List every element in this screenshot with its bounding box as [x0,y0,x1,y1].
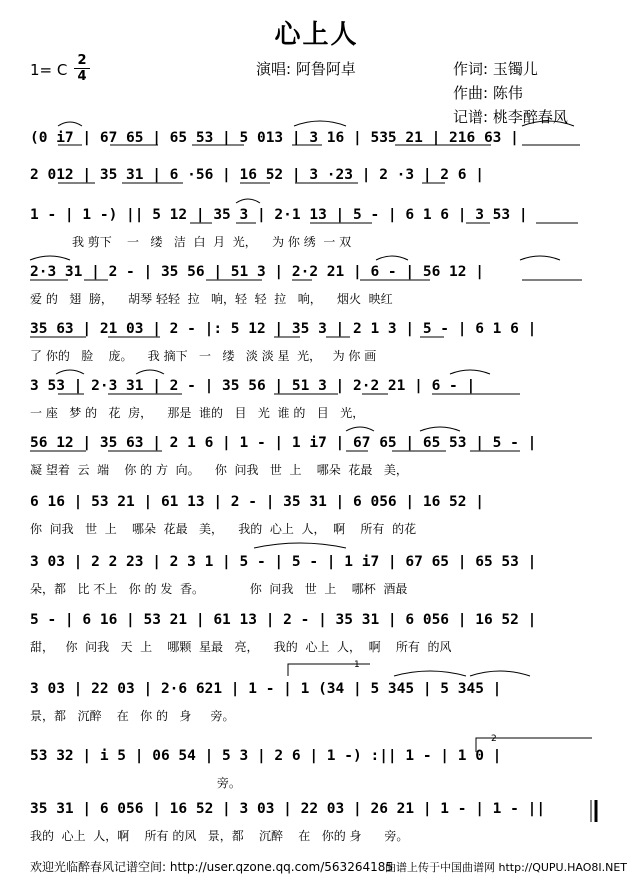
volta-1-label: 1 [354,660,360,670]
lyrics-line: 旁。 [30,776,241,790]
slur [346,427,374,431]
slur [30,256,70,260]
slur [520,256,560,260]
lyrics-line: 了 你的 脸 庞。 我 摘下 一 缕 淡 淡 星 光， 为 你 画 [30,349,377,363]
lyrics-line: 我的 心上 人，啊 所有 的风 景，都 沉醉 在 你的 身 旁。 [30,829,409,843]
notes-line: (0 i7 | 67 65 | 65 53 | 5 013 | 3 16 | 535 21 | 216 63 | [30,130,519,146]
slur [376,256,408,260]
slur [470,671,530,676]
key-signature: 1= C [30,61,68,79]
notes-line: 3 03 | 22 03 | 2·6 621 | 1 - | 1 (34 | 5 345 | 5 345 | [30,681,502,697]
slur [294,121,346,126]
notes-line: 2 012 | 35 31 | 6 ·56 | 16 52 | 3 ·23 | 2 ·3 | 2 6 | [30,167,484,183]
page-title: 心上人 [274,20,359,50]
lyrics-line: 凝 望着 云 端 你 的 方 向。 你 问我 世 上 哪朵 花最 美， [30,463,408,477]
notes-line: 3 53 | 2·3 31 | 2 - | 35 56 | 51 3 | 2·2 21 | 6 - | [30,378,476,394]
slur [420,427,460,431]
notes-line: 53 32 | i 5 | 06 54 | 5 3 | 2 6 | 1 -) :|| 1 - | 1 0 | [30,748,502,764]
notes-line: 6 16 | 53 21 | 61 13 | 2 - | 35 31 | 6 056 | 16 52 | [30,494,484,510]
singer-credit: 演唱: 阿鲁阿卓 [256,60,356,78]
footer-watermark: 曲谱上传于中国曲谱网 http://QUPU.HAO8I.NET [385,861,627,874]
notes-line: 5 - | 6 16 | 53 21 | 61 13 | 2 - | 35 31 | 6 056 | 16 52 | [30,612,537,628]
notes-line: 35 31 | 6 056 | 16 52 | 3 03 | 22 03 | 26 21 | 1 - | 1 - || [30,801,546,817]
composer-credit: 作曲: 陈伟 [453,84,523,102]
notes-line: 35 63 | 21 03 | 2 - |: 5 12 | 35 3 | 2 1 3 | 5 - | 6 1 6 | [30,321,537,337]
lyrics-line: 爱 的 翅 膀， 胡琴 轻轻 拉 响，轻 轻 拉 响， 烟火 映红 [30,292,393,306]
notes-line: 56 12 | 35 63 | 2 1 6 | 1 - | 1 i7 | 67 65 | 65 53 | 5 - | [30,435,537,451]
notes-line: 3 03 | 2 2 23 | 2 3 1 | 5 - | 5 - | 1 i7 | 67 65 | 65 53 | [30,554,537,570]
slur [522,121,574,126]
lyrics-line: 我 剪下 一 缕 洁 白 月 光， 为 你 绣 一 双 [30,235,352,249]
slur [56,370,84,374]
slur [254,543,346,548]
slur [450,370,490,374]
slur [136,370,164,374]
slur [236,199,260,203]
notes-line: 2·3 31 | 2 - | 35 56 | 51 3 | 2·2 21 | 6 - | 56 12 | [30,264,484,280]
notes-line: 1 - | 1 -) || 5 12 | 35 3 | 2·1 13 | 5 - | 6 1 6 | 3 53 | [30,207,528,223]
lyrics-line: 甜， 你 问我 天 上 哪颗 星最 亮， 我的 心上 人， 啊 所有 的风 [30,640,452,654]
lyricist-credit: 作词: 玉镯儿 [453,60,538,78]
volta-2-label: 2 [491,734,497,744]
time-signature-bottom: 4 [77,69,87,84]
slur [58,122,82,126]
time-signature-top: 2 [77,53,87,68]
transcriber-credit: 记谱: 桃李醉春风 [453,108,568,126]
lyrics-line: 一 座 梦 的 花 房， 那是 谁的 目 光 谁 的 目 光， [30,406,365,420]
footer-site[interactable]: 欢迎光临醉春风记谱空间: http://user.qzone.qq.com/563264185 [30,860,394,874]
lyrics-line: 你 问我 世 上 哪朵 花最 美， 我的 心上 人， 啊 所有 的花 [30,522,417,536]
slur [394,671,466,676]
lyrics-line: 景，都 沉醉 在 你 的 身 旁。 [30,709,235,723]
lyrics-line: 朵，都 比 不上 你 的 发 香。 你 问我 世 上 哪杯 酒最 [30,582,408,596]
